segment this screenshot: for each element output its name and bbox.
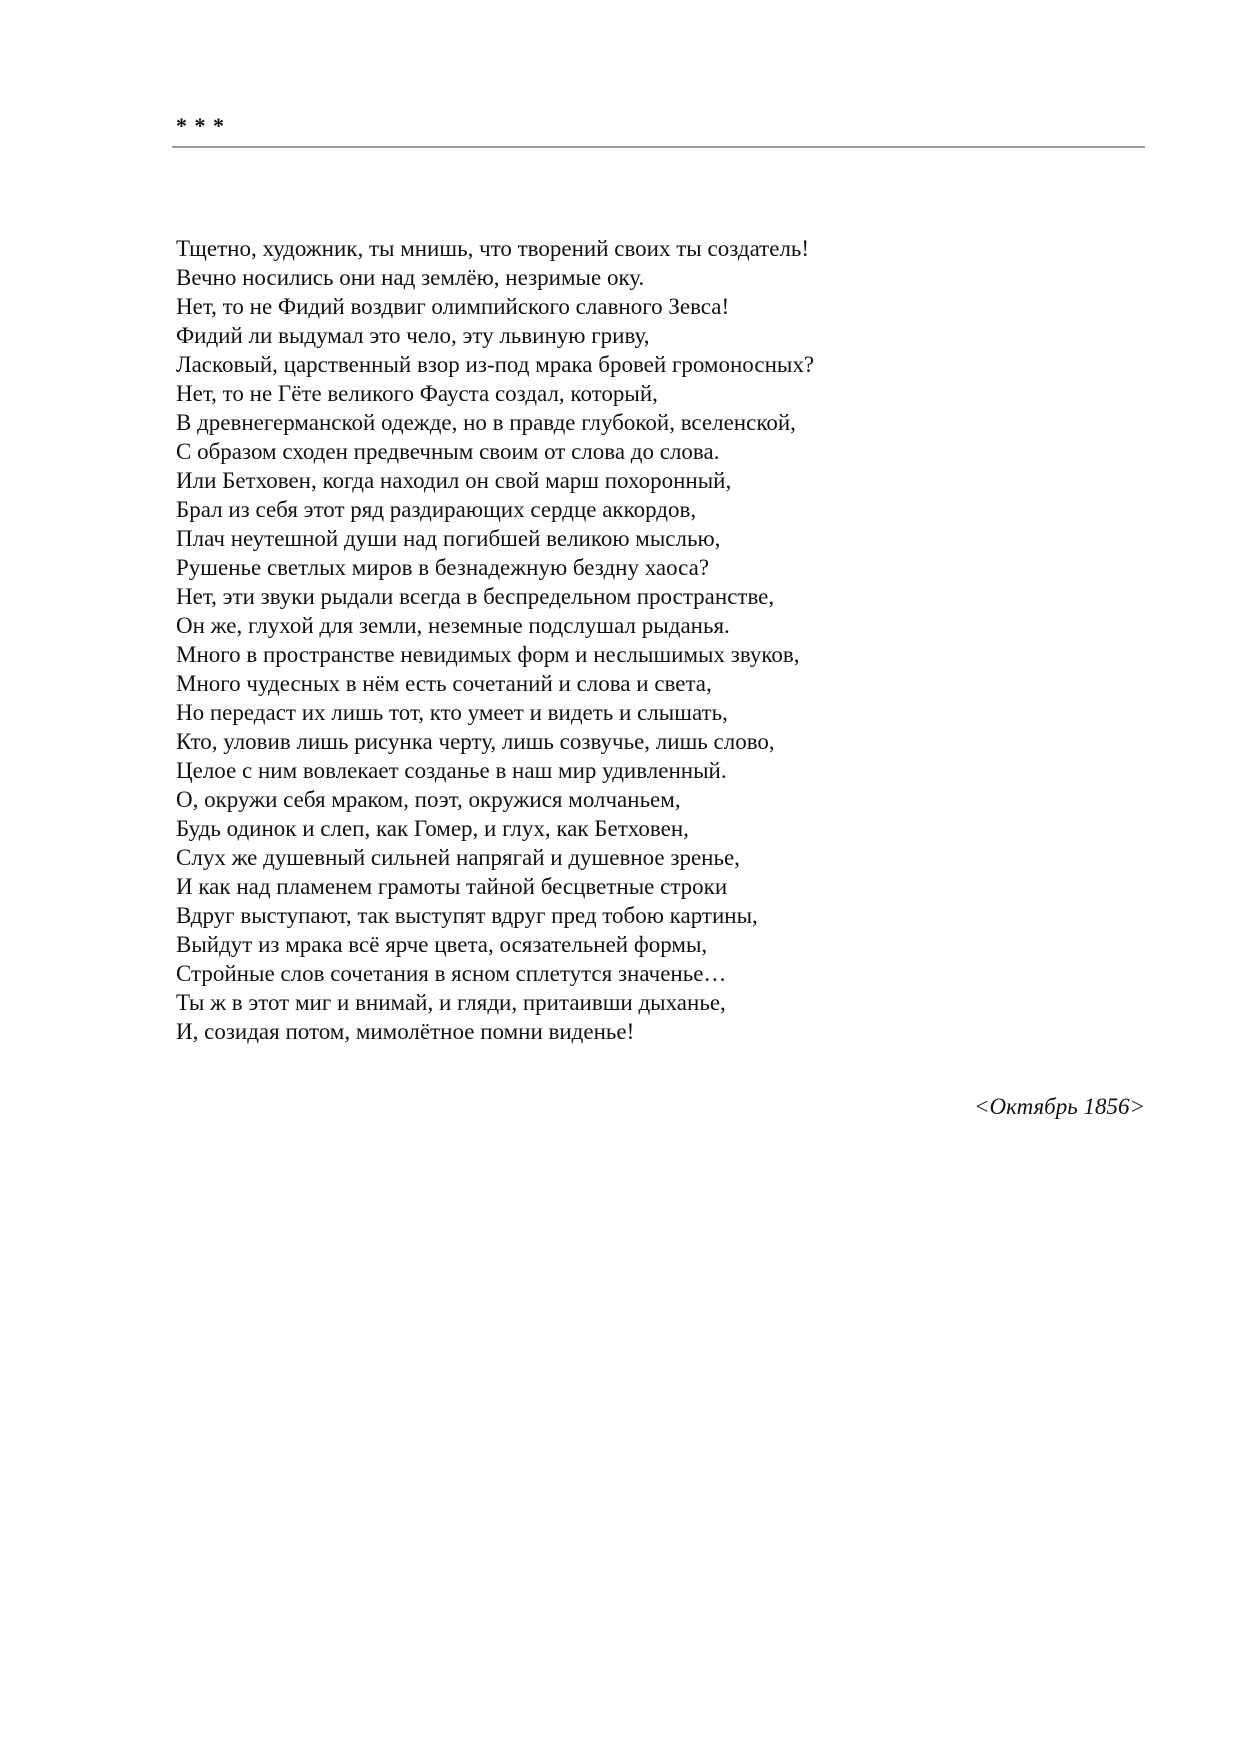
poem-line: Слух же душевный сильней напрягай и душевное зренье, [176, 845, 740, 870]
poem-line: Нет, эти звуки рыдали всегда в беспредельном пространстве, [176, 584, 775, 609]
poem-line: В древнегерманской одежде, но в правде глубокой, вселенской, [176, 410, 796, 435]
poem-line: И, созидая потом, мимолётное помни виденье! [176, 1019, 635, 1044]
poem-line: Много в пространстве невидимых форм и неслышимых звуков, [176, 642, 800, 667]
poem-line: С образом сходен предвечным своим от слова до слова. [176, 439, 720, 464]
poem-line: Вдруг выступают, так выступят вдруг пред тобою картины, [176, 903, 758, 928]
poem-line: Плач неутешной души над погибшей великою мыслью, [176, 526, 721, 551]
poem-line: Брал из себя этот ряд раздирающих сердце аккордов, [176, 497, 697, 522]
poem-line: Будь одинок и слеп, как Гомер, и глух, как Бетховен, [176, 816, 689, 841]
poem-line: Тщетно, художник, ты мнишь, что творений своих ты создатель! [176, 236, 810, 261]
poem-body [176, 234, 1136, 1046]
poem-line: Кто, уловив лишь рисунка черту, лишь созвучье, лишь слово, [176, 729, 775, 754]
poem-line: О, окружи себя мраком, поэт, окружися молчаньем, [176, 787, 681, 812]
poem-line: Ты ж в этот миг и внимай, и гляди, притаивши дыханье, [176, 990, 726, 1015]
poem-line: Нет, то не Фидий воздвиг олимпийского славного Зевса! [176, 294, 730, 319]
poem-line: Но передаст их лишь тот, кто умеет и видеть и слышать, [176, 700, 728, 725]
poem-line: Целое с ним вовлекает созданье в наш мир удивленный. [176, 758, 727, 783]
poem-line: Фидий ли выдумал это чело, эту львиную гриву, [176, 323, 650, 348]
section-title: * * * [176, 113, 225, 138]
poem-line: Рушенье светлых миров в безнадежную бездну хаоса? [176, 555, 710, 580]
poem-line: Ласковый, царственный взор из-под мрака бровей громоносных? [176, 352, 815, 377]
poem-date: <Октябрь 1856> [974, 1094, 1145, 1119]
header-divider [172, 146, 1145, 148]
poem-line: Нет, то не Гёте великого Фауста создал, который, [176, 381, 658, 406]
poem-line: Он же, глухой для земли, неземные подслушал рыданья. [176, 613, 730, 638]
poem-line: Стройные слов сочетания в ясном сплетутся значенье… [176, 961, 727, 986]
poem-line: Выйдут из мрака всё ярче цвета, осязательней формы, [176, 932, 708, 957]
poem-line: И как над пламенем грамоты тайной бесцветные строки [176, 874, 728, 899]
poem-line: Или Бетховен, когда находил он свой марш похоронный, [176, 468, 732, 493]
poem-line: Вечно носились они над землёю, незримые оку. [176, 265, 645, 290]
poem-line: Много чудесных в нём есть сочетаний и слова и света, [176, 671, 712, 696]
